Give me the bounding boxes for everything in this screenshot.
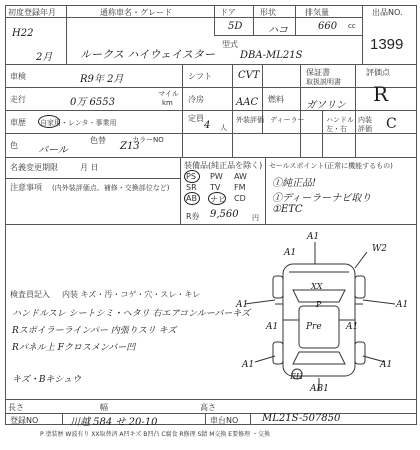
sales-line-3: ①ETC — [272, 204, 303, 215]
capacity-unit: 人 — [220, 124, 227, 132]
diag-label-p: P — [316, 300, 322, 309]
warranty-label: 保証書 — [306, 68, 330, 77]
lot-label: 出品NO. — [372, 8, 403, 17]
color-code: Z13 — [120, 141, 140, 152]
first-reg-month: 2月 — [36, 52, 53, 63]
recycle-value: 9,560 — [210, 209, 239, 220]
door-label: ドア — [220, 8, 236, 17]
inspector-line-1: ハンドルスレ シートシミ・ヘタリ 右エアコンルーバーキズ — [12, 309, 251, 319]
capacity-label: 定員 — [188, 114, 204, 123]
length-label: 長さ — [8, 403, 24, 412]
equip-pw: PW — [210, 172, 223, 181]
rating-value: R — [373, 82, 389, 106]
km-unit: km — [162, 99, 173, 107]
fuel-label: 燃料 — [268, 95, 284, 104]
equip-aw: AW — [234, 172, 247, 181]
inspector-line-3: Rパネル上 Fクロスメンバー凹 — [12, 343, 136, 353]
model-value: DBA-ML21S — [240, 50, 303, 61]
inspector-title: 検査員記入 — [10, 290, 50, 299]
car-name-value: ルークス ハイウェイスター — [80, 48, 215, 61]
wheel-front-left — [273, 276, 283, 298]
color-change-label: 色替 — [90, 136, 106, 145]
car-rear-window — [293, 352, 345, 364]
equip-sr: SR — [186, 183, 197, 192]
wheel-rear-left — [273, 342, 283, 364]
capacity-value: 4 — [204, 120, 211, 131]
equip-ab-circle — [184, 192, 200, 205]
reg-label: 登録NO — [10, 416, 39, 425]
mileage-label: 走行 — [10, 95, 26, 104]
equip-navi: ナビ — [210, 195, 226, 204]
equip-tv: TV — [210, 183, 221, 192]
diag-label-mid-right: A1 — [346, 322, 359, 332]
fuel-value: ガソリン — [306, 100, 346, 111]
caution-label: 注意事項 — [10, 183, 42, 192]
height-label: 高さ — [200, 403, 216, 412]
color-change-sub: カラーNO — [132, 136, 164, 144]
equip-ps: PS — [186, 172, 196, 181]
interior-value: C — [386, 116, 397, 132]
diag-label-ei1: EI1 — [290, 372, 305, 381]
diag-label-bottom-left: A1 — [242, 360, 255, 370]
door-value: 5D — [228, 21, 243, 32]
color-label: 色 — [10, 141, 18, 150]
outside-color-label: 外装評価 — [236, 116, 264, 124]
handle-value: 左・右 — [326, 125, 347, 133]
diag-label-pre: Pre — [306, 322, 322, 332]
mileage-value: 0万 6553 — [70, 97, 115, 108]
caution-value: (内外装評価点、補修・交換部位など) — [52, 184, 170, 192]
wheel-rear-right — [355, 342, 365, 364]
diag-label-w2: W2 — [372, 244, 387, 254]
diag-label-top-left: A1 — [284, 248, 297, 258]
shaken-value: R9年 2月 — [80, 74, 124, 85]
cc-unit: cc — [348, 22, 356, 30]
shape-value: ハコ — [268, 25, 288, 36]
equip-ps-circle — [184, 170, 200, 183]
diag-label-bottom-right: A1 — [380, 360, 393, 370]
sales-title: セールスポイント(正常に機能するもの) — [269, 162, 393, 170]
meiseki-label: 名義変更期限 — [10, 163, 58, 172]
shift-value: CVT — [238, 70, 260, 81]
handle-label: ハンドル — [326, 116, 354, 124]
aircon-value: AAC — [236, 97, 259, 108]
displacement-label: 排気量 — [305, 8, 329, 17]
first-reg-value: H22 — [12, 28, 34, 39]
displacement-value: 660 — [318, 21, 338, 32]
history-value: 自家用・レンタ・事業用 — [40, 119, 117, 127]
color-value: パール — [38, 145, 68, 156]
equip-fm: FM — [234, 183, 246, 192]
diag-label-xx: XX — [311, 282, 323, 291]
equip-ab: AB — [186, 194, 197, 203]
shift-label: シフト — [188, 72, 212, 81]
shape-label: 形状 — [260, 8, 276, 17]
mileage-unit: マイル — [158, 90, 179, 98]
aircon-label: 冷房 — [188, 95, 204, 104]
dealer-label: ディーラー — [270, 116, 305, 124]
diag-label-left: A1 — [236, 300, 249, 310]
interior-label: 内装評価 — [358, 116, 372, 133]
shaken-label: 車検 — [10, 72, 26, 81]
rating-label: 評価点 — [366, 68, 390, 77]
warranty-sub: 取扱説明書 — [306, 78, 341, 86]
width-label: 幅 — [100, 403, 108, 412]
meiseki-value: 月 日 — [80, 163, 99, 172]
wheel-front-right — [355, 276, 365, 298]
history-label: 車歴 — [10, 118, 26, 127]
equipment-title: 装備品(純正品を除く) — [184, 161, 263, 170]
reg-value: 川越 584 せ 20-10 — [70, 417, 158, 428]
car-name-label: 通称車名・グレード — [100, 8, 172, 17]
diag-label-mid-left: A1 — [266, 322, 279, 332]
diag-label-top: A1 — [307, 232, 320, 242]
equip-navi-circle — [208, 192, 226, 205]
sales-line-2: ①ディーラーナビ取り — [272, 193, 372, 204]
first-reg-label: 初度登録年月 — [8, 8, 56, 17]
chassis-label: 車台NO — [210, 416, 239, 425]
lot-number: 1399 — [370, 36, 404, 53]
history-circle — [38, 115, 60, 128]
equip-cd: CD — [234, 194, 246, 203]
inspector-line-2: Rスポイラーラインパー 内張りスリ キズ — [12, 326, 177, 336]
model-label: 型式 — [222, 40, 238, 49]
damage-legend: P 塗装歴 W波有り XX取替済 A凹キズ B凹凸 C腐食 R修理 S錆 M交換 E要修理 ・交換 — [40, 431, 270, 438]
diag-label-ab1: AB1 — [310, 384, 329, 394]
recycle-label: R券 — [186, 212, 200, 221]
inspector-categories: 内装 キズ・汚・コゲ・穴・スレ・キレ — [62, 290, 201, 299]
inspector-line-4: キズ・Bキシュウ — [12, 375, 82, 385]
diag-label-right: A1 — [396, 300, 409, 310]
chassis-value: ML21S-507850 — [262, 413, 341, 424]
recycle-unit: 円 — [252, 214, 259, 222]
sales-line-1: ①純正品! — [272, 178, 317, 189]
